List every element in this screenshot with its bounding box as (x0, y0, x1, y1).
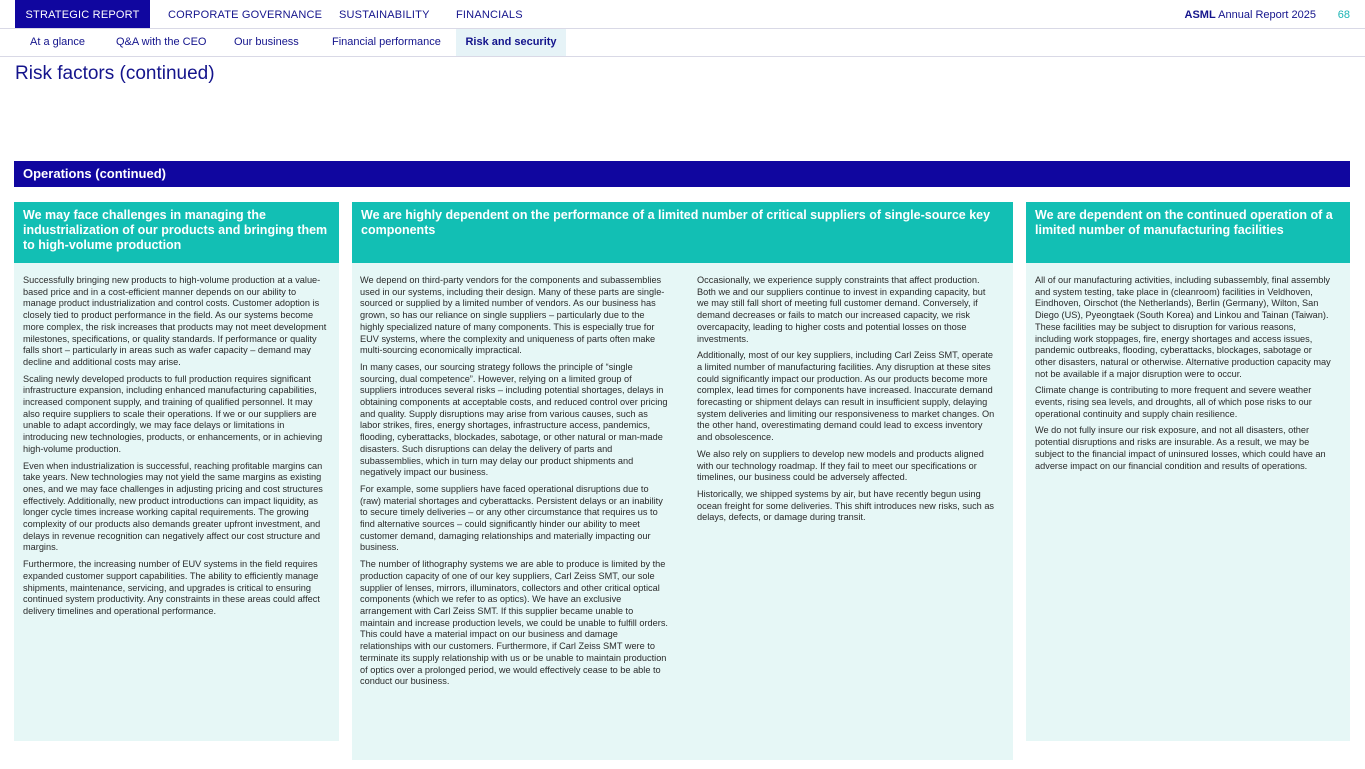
page-title: Risk factors (continued) (15, 63, 215, 84)
paragraph: Additionally, most of our key suppliers, including Carl Zeiss SMT, operate a limited number of manufacturing facilities. Any disruption at these sites could significantly impact our production. As our products become more complex, lead times for components have increased. Inaccurate demand forecasting or shipment delays can result in insufficient supply, delaying system deliveries and limiting our responsiveness to market changes. On the other hand, overestimating demand could lead to excess inventory and obsolescence. (697, 350, 995, 443)
paragraph: We also rely on suppliers to develop new models and products aligned with our technology roadmap. If they fail to meet our specifications or timelines, our business could be adversely affected. (697, 448, 984, 483)
report-brand (1185, 0, 1316, 28)
paragraph: Furthermore, the increasing number of EUV systems in the field requires expanded customer support capabilities. The ability to efficiently manage shipments, maintenance, servicing, and upgrades is critical to ensuring continued system productivity. Any constraints in these areas could affect delivery timelines and operational performance. (23, 559, 320, 616)
panel-heading: We may face challenges in managing the industrialization of our products and bringing them to high-volume production (14, 202, 339, 263)
top-navigation (0, 0, 1365, 29)
risk-panel-manufacturing-facilities (1026, 202, 1350, 741)
panel-heading: We are dependent on the continued operation of a limited number of manufacturing facilities (1026, 202, 1350, 263)
panel-body (1026, 263, 1334, 472)
paragraph: Climate change is contributing to more frequent and severe weather events, rising sea levels, and droughts, all of which pose risks to our operational continuity and supply chain resilience. (1035, 385, 1312, 419)
subnav-our-business[interactable]: Our business (234, 36, 299, 48)
panel-heading: We are highly dependent on the performance of a limited number of critical suppliers of single-source key components (352, 202, 1013, 263)
panel-column-left (360, 275, 670, 693)
tab-financials[interactable]: FINANCIALS (456, 9, 523, 21)
paragraph: Scaling newly developed products to full production requires significant infrastructure expansion, including enhanced manufacturing capabilities, increased component supply, and training of qualified personnel. It may also require suppliers to scale their operations. If we or our suppliers are unable to adapt accordingly, we may face delays or limitations in introducing new technologies, products, or enhancements, or in achieving high-volume production. (23, 373, 323, 454)
paragraph: For example, some suppliers have faced operational disruptions due to (raw) material shortages and cyberattacks. Persistent delays or an inability to secure timely deliveries – or any other circumstance that requires us to find alternative sources – could significantly hinder our ability to meet customer demand, damaging relationships and materially impacting our business. (360, 483, 663, 553)
sub-navigation (0, 29, 1365, 57)
risk-panel-industrialization (14, 202, 339, 741)
brand-report-title: Annual Report 2025 (1215, 9, 1316, 21)
risk-panel-suppliers (352, 202, 1013, 760)
paragraph: In many cases, our sourcing strategy follows the principle of “single sourcing, dual competence”. However, relying on a limited group of suppliers introduces several risks – including potential shortages, delays in obtaining components at acceptable costs, and reduced control over pricing and quality. Supply disruptions may arise from various causes, such as labor strikes, fires, energy shortages, infrastructure access, pandemics, flooding, cyberattacks, blockades, sabotage, or other natural or man-made disasters. Such disruptions can delay the delivery of parts and subassemblies, which in turn may delay our product shipments and negatively impact our business. (360, 361, 668, 478)
paragraph: Even when industrialization is successful, reaching profitable margins can take years. New technologies may not yield the same margins as existing ones, and we may face challenges in adjusting pricing and cost structures effectively. Additionally, new product introductions can impact liquidity, as longer cycle times increase working capital requirements. The growing complexity of our products also demands greater upfront investment, and delays in revenue recognition can negatively affect our cost structure and margins. (23, 460, 323, 553)
panel-body (14, 263, 330, 618)
panel-column-right (697, 275, 997, 529)
subnav-at-a-glance[interactable]: At a glance (30, 36, 86, 48)
subnav-qa-ceo[interactable]: Q&A with the CEO (116, 36, 207, 48)
section-heading: Operations (continued) (14, 161, 1350, 187)
tab-strategic-report[interactable]: STRATEGIC REPORT (15, 0, 150, 28)
paragraph: All of our manufacturing activities, including subassembly, final assembly and system testing, take place in (cleanroom) facilities in Veldhoven, Eindhoven, Oirschot (the Netherlands), Berlin (Germany), Wilton, San Diego (US), Pyeongtaek (South Korea) and Linkou and Tainan (Taiwan). These facilities may be subject to disruption for various reasons, including work stoppages, fire, energy shortages and access issues, pandemic outbreaks, flooding, cyberattacks, blockages, sabotage or other disasters, natural or otherwise. Alternative production capacity may not be available if a major disruption were to occur. (1035, 275, 1331, 379)
paragraph: Historically, we shipped systems by air, but have recently begun using ocean freight for some deliveries. This shift introduces new risks, such as delays, defects, or damage during transit. (697, 488, 995, 523)
subnav-financial-performance[interactable]: Financial performance (332, 36, 441, 48)
paragraph: We depend on third-party vendors for the components and subassemblies used in our systems, including their design. Many of these parts are single-sourced or supplied by a limited number of vendors. As our business has grown, so has our reliance on single suppliers – particularly due to the highly specialized nature of many components. This is especially true for EUV systems, where the complexity and uniqueness of parts often make multi-sourcing economically impractical. (360, 275, 665, 356)
paragraph: Occasionally, we experience supply constraints that affect production. Both we and our suppliers continue to invest in expanding capacity, but we may still fall short of meeting full customer demand. Conversely, if demand decreases or fails to match our increased capacity, we risk overcapacity, leading to higher costs and potential losses on those investments. (697, 275, 986, 344)
tab-corporate-governance[interactable]: CORPORATE GOVERNANCE (168, 9, 323, 21)
paragraph: The number of lithography systems we are able to produce is limited by the production capacity of one of our key suppliers, Carl Zeiss SMT, our sole supplier of lenses, mirrors, illuminators, collectors and other critical optical components (which we refer to as optics). We have an exclusive arrangement with Carl Zeiss SMT. If this supplier became unable to maintain and increase production levels, we could be unable to fulfill orders. This could have a material impact on our business and damage relationships with our customers. Furthermore, if Carl Zeiss SMT were to terminate its supply relationship with us or be unable to maintain production of optics over a prolonged period, we would effectively cease to be able to conduct our business. (360, 559, 668, 687)
brand-name: ASML (1184, 9, 1216, 21)
paragraph: Successfully bringing new products to high-volume production at a value-based price and in a cost-efficient manner depends on our ability to manage product industrialization and control costs. Customer adoption is closely tied to product performance in the field. As our systems become more complex, the risk increases that products may not meet development milestones, specifications, or quality standards. If performance or quality falls short – particularly in areas such as wafer capacity – demand may decline and additional costs may arise. (23, 275, 327, 367)
page-number: 68 (1337, 9, 1350, 21)
tab-sustainability[interactable]: SUSTAINABILITY (339, 9, 430, 21)
subnav-risk-and-security[interactable]: Risk and security (456, 29, 566, 56)
paragraph: We do not fully insure our risk exposure, and not all disasters, other potential disruptions and risks are insurable. As a result, we may be subject to the financial impact of uninsured losses, which could have an adverse impact on our financial condition and results of operations. (1035, 425, 1326, 471)
